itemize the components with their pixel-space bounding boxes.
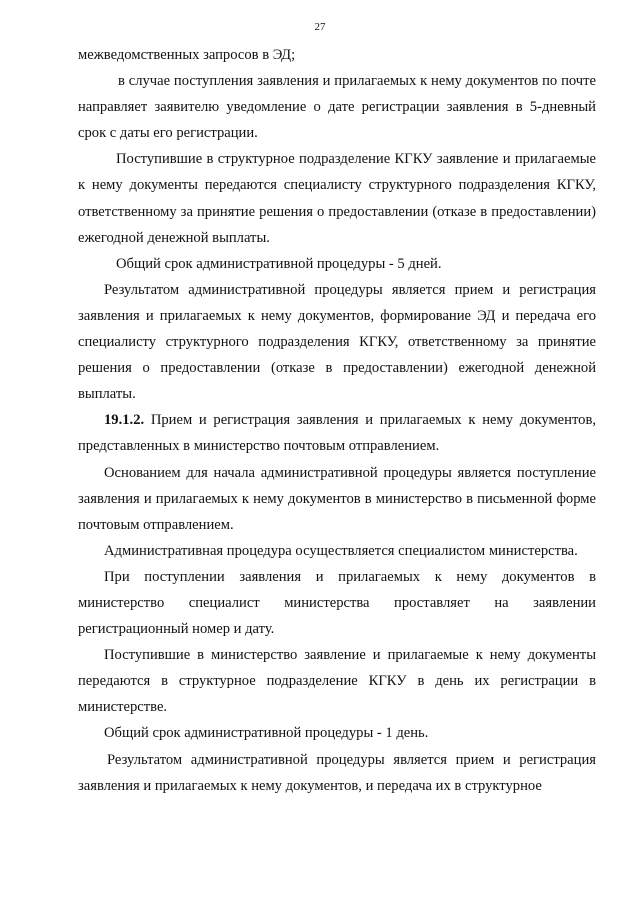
paragraph-12: Результатом административной процедуры является прием и регистрация заявления и прилагаемых к нему документов, и передача их в структурное xyxy=(78,751,596,794)
paragraph-4: Общий срок административной процедуры - 5 дней. xyxy=(116,255,442,272)
paragraph-2: в случае поступления заявления и прилагаемых к нему документов по почте направляет заявителю уведомление о дате регистрации заявления в 5-дневный срок с даты его регистрации. xyxy=(78,73,596,142)
paragraph-8: Административная процедура осуществляется специалистом министерства. xyxy=(104,542,578,559)
paragraph-1: межведомственных запросов в ЭД; xyxy=(78,47,296,63)
paragraph-6 xyxy=(78,407,596,459)
paragraph-7: Основанием для начала административной процедуры является поступление заявления и прилагаемых к нему документов в министерство в письменной форме почтовым отправлением. xyxy=(78,464,596,533)
page-number: 27 xyxy=(314,21,326,33)
paragraph-9: При поступлении заявления и прилагаемых к нему документов в министерство специалист министерства проставляет на заявлении регистрационный номер и дату. xyxy=(78,568,596,638)
document-body xyxy=(78,42,596,799)
paragraph-5: Результатом административной процедуры является прием и регистрация заявления и прилагаемых к нему документов, формирование ЭД и передача его специалисту структурного подразделения КГКУ, ответственному за принятие решения о предоставлении (отказе в предоставлении) ежегодной денежной выплаты. xyxy=(78,281,596,403)
section-number: 19.1.2. xyxy=(104,412,145,429)
section-heading-text: Прием и регистрация заявления и прилагаемых к нему документов, представленных в министерство почтовым отправлением. xyxy=(78,412,596,455)
paragraph-10: Поступившие в министерство заявление и прилагаемые к нему документы передаются в структурное подразделение КГКУ в день их регистрации в министерстве. xyxy=(78,647,596,716)
paragraph-3: Поступившие в структурное подразделение КГКУ заявление и прилагаемые к нему документы передаются специалисту структурного подразделения КГКУ, ответственному за принятие решения о предоставлении (отказе в предоставлении) ежегодной денежной выплаты. xyxy=(78,151,596,246)
paragraph-11: Общий срок административной процедуры - 1 день. xyxy=(104,725,429,742)
